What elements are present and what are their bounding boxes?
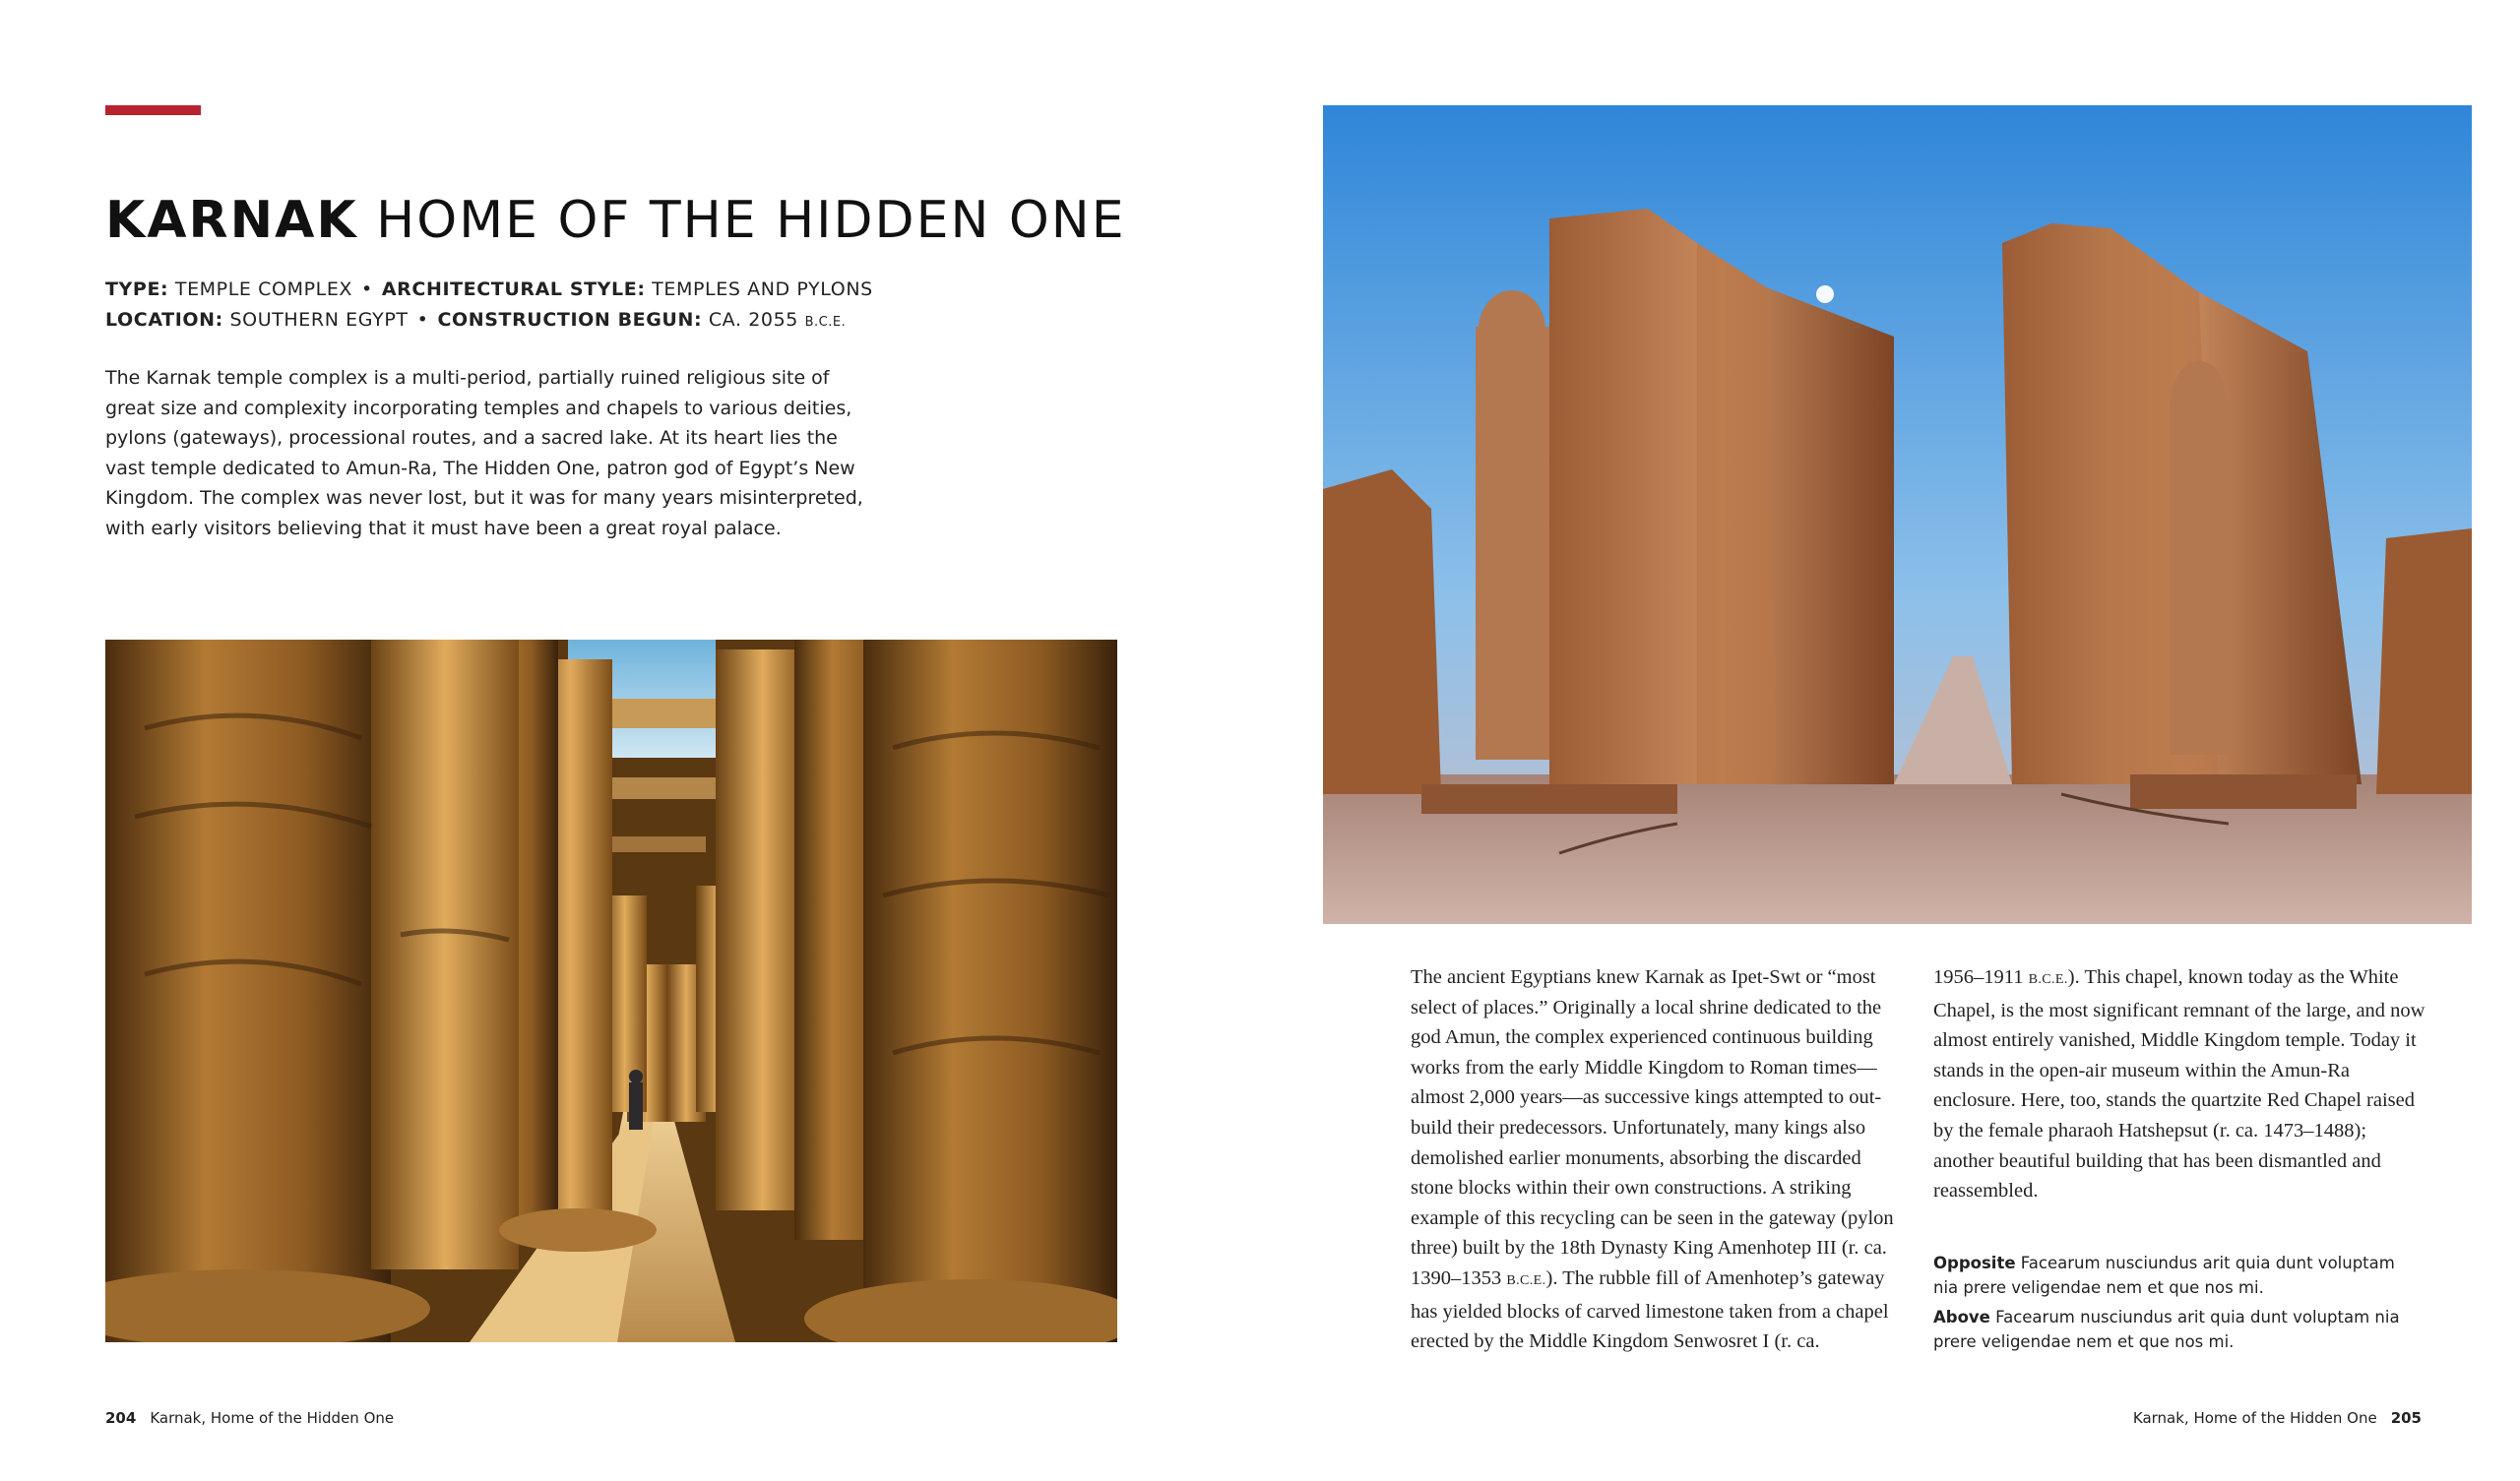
folio-right (2133, 1409, 2422, 1427)
caption-above (1933, 1305, 2406, 1354)
page-number-right: 205 (2390, 1409, 2422, 1427)
type-value: TEMPLE COMPLEX (174, 278, 353, 300)
intro-paragraph: The Karnak temple complex is a multi-period, partially ruined religious site of great size and complexity incorporating temples and chapels to various deities, pylons (gateways), processional routes, and a sacred lake. At its heart lies the vast temple dedicated to Amun-Ra, The Hidden One, patron god of Egypt’s New Kingdom. The complex was never lost, but it was for many years misinterpreted, with early visitors believing that it must have been a great royal palace. (105, 367, 863, 539)
caption-opposite (1933, 1251, 2406, 1300)
meta-line-2 (105, 305, 991, 338)
body-col1-text-b: ). The rubble fill of Amenhotep’s gateway has yielded blocks of carved limestone taken from a chapel erected by the Middle Kingdom Senwosret I (r. ca. (1411, 1266, 1889, 1353)
running-head-left: Karnak, Home of the Hidden One (150, 1409, 395, 1427)
accent-rule (105, 105, 201, 115)
page-number-left: 204 (105, 1409, 137, 1427)
construction-era: B.C.E. (804, 315, 847, 330)
location-label: LOCATION: (105, 309, 223, 331)
style-label: ARCHITECTURAL STYLE: (381, 278, 646, 300)
temple-pylon-photo (1323, 105, 2472, 924)
body-col2-era: B.C.E. (2028, 972, 2068, 987)
photo-captions (1933, 1251, 2406, 1359)
caption-text: Facearum nusciundus arit quia dunt voluptam nia prere veligendae nem et que nos mi. (1933, 1308, 2400, 1351)
body-col1-text-a: The ancient Egyptians knew Karnak as Ipet-Swt or “most select of places.” Originally a local shrine dedicated to the god Amun, the complex experienced continuous building works from the early Middle Kingdom to Roman times—almost 2,000 years—as successive kings attempted to out-build their predecessors. Unfortunately, many kings also demolished earlier monuments, absorbing the discarded stone blocks within their own constructions. A striking example of this recycling can be seen in the gateway (pylon three) built by the 18th Dynasty King Amenhotep III (r. ca. 1390–1353 (1411, 966, 1894, 1289)
meta-line-1 (105, 275, 991, 305)
body-col2-text-a: 1956–1911 (1933, 966, 2029, 988)
caption-label: Above (1933, 1308, 1990, 1327)
site-meta (105, 275, 991, 338)
construction-value: CA. 2055 (708, 309, 798, 331)
title-bold: KARNAK (105, 191, 358, 250)
body-col2-text-b: ). This chapel, known today as the White Chapel, is the most significant remnant of the large, and now almost entirely vanished, Middle Kingdom temple. Today it stands in the open-air museum within the Amun-Ra enclosure. Here, too, stands the quartzite Red Chapel raised by the female pharaoh Hatshepsut (r. ca. 1473–1488); another beautiful building that has been dismantled and reassembled. (1933, 966, 2426, 1203)
location-value: SOUTHERN EGYPT (229, 309, 409, 331)
construction-label: CONSTRUCTION BEGUN: (437, 309, 703, 331)
temple-pylon-illustration (1323, 105, 2472, 924)
hypostyle-hall-illustration (105, 640, 1117, 1342)
body-column-2 (1933, 962, 2426, 1206)
body-column-1 (1411, 962, 1903, 1357)
body-col1-era: B.C.E. (1506, 1272, 1546, 1288)
meta-separator: • (416, 309, 429, 331)
caption-text: Facearum nusciundus arit quia dunt voluptam nia prere veligendae nem et que nos mi. (1933, 1254, 2395, 1297)
caption-label: Opposite (1933, 1254, 2016, 1272)
hypostyle-hall-photo (105, 640, 1117, 1342)
folio-left (105, 1409, 394, 1427)
title-rest: HOME OF THE HIDDEN ONE (376, 191, 1126, 250)
meta-separator: • (361, 278, 373, 300)
running-head-right: Karnak, Home of the Hidden One (2132, 1409, 2377, 1427)
page-title (105, 189, 1126, 252)
type-label: TYPE: (105, 278, 169, 300)
style-value: TEMPLES AND PYLONS (652, 278, 873, 300)
